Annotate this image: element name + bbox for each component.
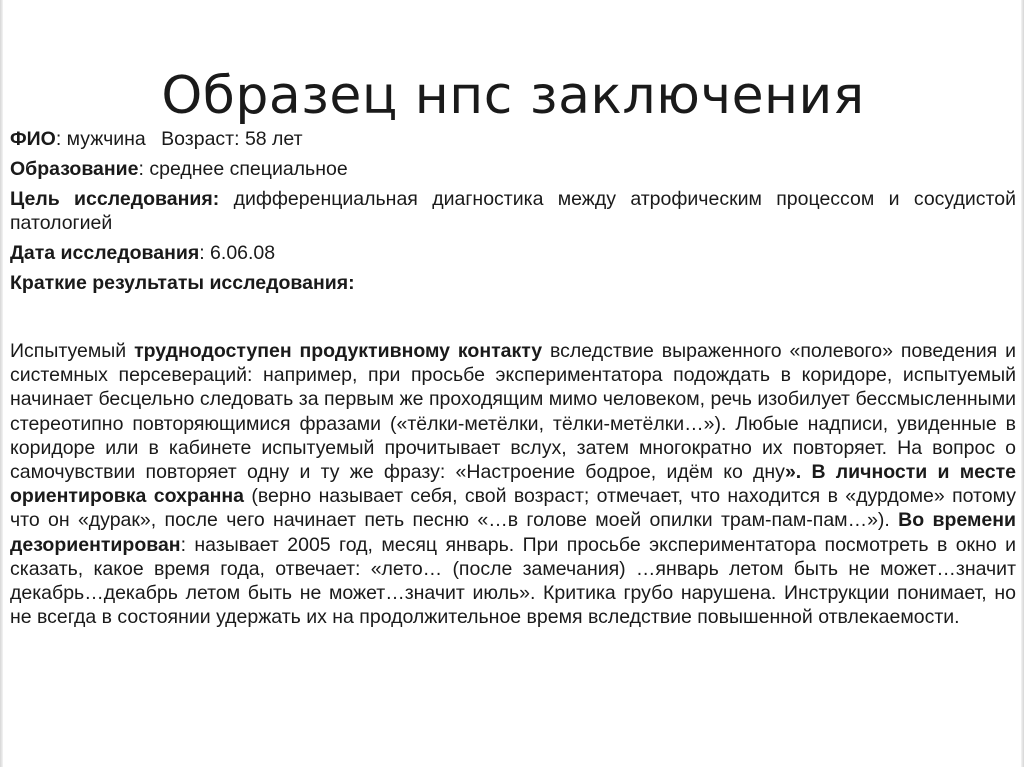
date-value: : 6.06.08 (199, 242, 276, 264)
body-segment-4: : называет 2005 год, месяц январь. При просьбе экспериментатора посмотреть в окно и сказать, какое время года, отвечает: «лето… (после замечания) …январь летом быть не может…значит декабрь…декабрь летом быть не может…значит июль». Критика грубо нарушена. Инструкции понимает, но не всегда в состоянии удержать их на продолжительное время вследствие повышенной отвлекаемости. (10, 533, 1016, 629)
date-label: Дата исследования (10, 242, 200, 264)
body-bold-orientation: ». В личности и месте ориентировка сохранна (10, 461, 1016, 508)
goal-label: Цель исследования: (10, 188, 220, 210)
field-date (10, 241, 1016, 265)
body-bold-contact: труднодоступен продуктивному контакту (134, 340, 543, 362)
body-segment-3: (верно называет себя, свой возраст; отмечает, что находится в «дурдоме» потому что он «дурак», после чего начинает петь песню «…в голове моей опилки трам-пам-пам…»). (10, 485, 1016, 532)
fio-value: : мужчина (55, 128, 146, 150)
education-value: : среднее специальное (138, 158, 348, 180)
goal-value: дифференциальная диагностика между атрофическим процессом и сосудистой патологией (10, 188, 1016, 234)
field-education (10, 157, 1016, 181)
field-fio (10, 127, 1016, 151)
body-segment-2: вследствие выраженного «полевого» поведения и системных персевераций: например, при просьбе экспериментатора подождать в коридоре, испытуемый начинает бесцельно следовать за первым же проходящим мимо человеком, речь изобилует бессмысленными стереотипно повторяющимися фразами («тёлки-метёлки, тёлки-метёлки…»). Любые надписи, увиденные в коридоре или в кабинете испытуемый прочитывает вслух, затем многократно их повторяет. На вопрос о самочувствии повторяет одну и ту же фразу: «Настроение бодрое, идём ко дну (10, 340, 1016, 484)
results-label: Краткие результаты исследования: (10, 272, 355, 294)
fio-label: ФИО (10, 128, 56, 150)
slide (10, 0, 1016, 767)
body-bold-time: Во времени дезориентирован (10, 509, 1017, 556)
slide-title: Образец нпс заключения (161, 66, 865, 126)
body-segment-1: Испытуемый (10, 340, 135, 362)
age-text: Возраст: 58 лет (161, 128, 303, 150)
patient-info (10, 127, 1016, 301)
slide-edge-left (0, 0, 3, 767)
education-label: Образование (10, 158, 139, 180)
results-body (10, 339, 1016, 629)
field-results (10, 271, 1016, 295)
field-goal (10, 187, 1016, 235)
